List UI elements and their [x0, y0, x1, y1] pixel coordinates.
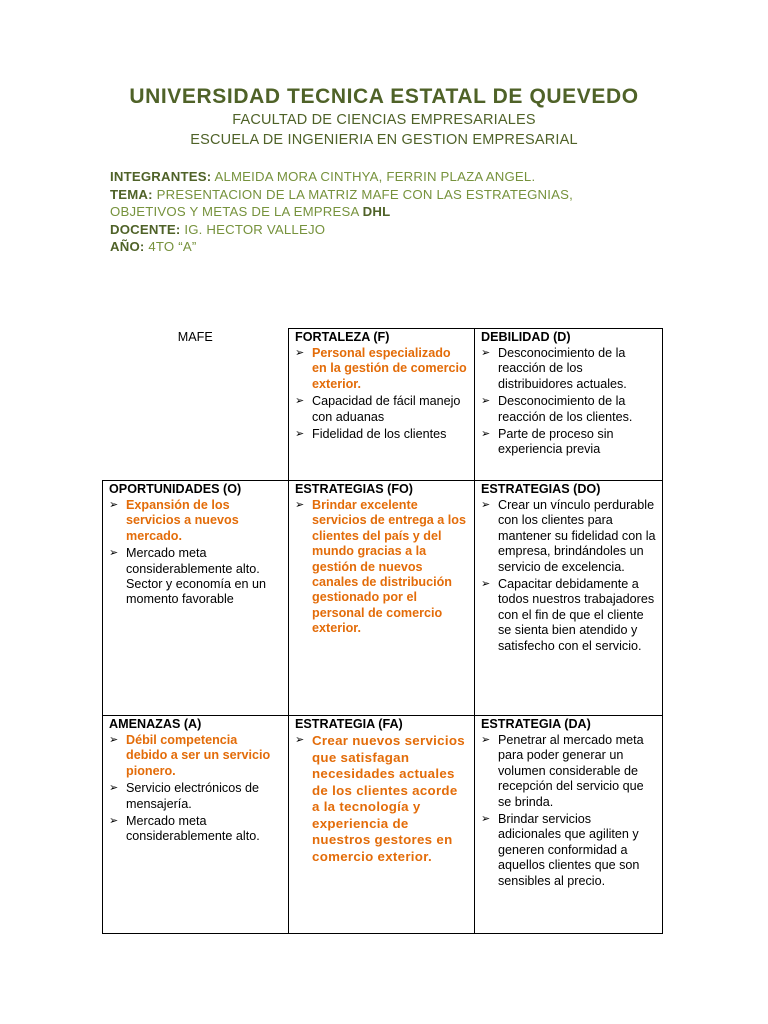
- list-item: [481, 577, 656, 654]
- list-item: [109, 814, 282, 845]
- list-item: [295, 498, 468, 637]
- cell-title: FORTALEZA (F): [295, 330, 390, 344]
- document-info: [110, 168, 630, 256]
- list-item-text: Brindar servicios adicionales que agiliten y generen conformidad a aquellos clientes que son sensibles al precio.: [498, 812, 640, 888]
- bullet-arrow-icon: ➢: [481, 428, 491, 441]
- list-item: [481, 733, 656, 810]
- bullet-arrow-icon: ➢: [481, 499, 491, 511]
- bullet-arrow-icon: ➢: [295, 428, 305, 441]
- bullet-arrow-icon: ➢: [295, 734, 305, 746]
- list-item-text: Mercado meta considerablemente alto.: [126, 546, 260, 576]
- cell-estrategia-fa: [289, 716, 475, 934]
- cell-estrategias-fo: [289, 481, 475, 716]
- cell-title: DEBILIDAD (D): [481, 330, 571, 344]
- list-item-text: Expansión de los servicios a nuevos mercado.: [126, 498, 239, 543]
- cell-amenazas: [103, 716, 289, 934]
- anio-value: 4TO “A”: [144, 239, 197, 254]
- list-item-text: Personal especializado en la gestión de comercio exterior.: [312, 346, 467, 391]
- list-item: [481, 346, 656, 392]
- cell-estrategias-do: [475, 481, 663, 716]
- list-item-text: Capacitar debidamente a todos nuestros trabajadores con el fin de que el cliente se sienta bien atendido y satisfecho con el servicio.: [498, 577, 655, 653]
- list-item: [295, 346, 468, 392]
- docente-value: IG. HECTOR VALLEJO: [180, 221, 326, 237]
- bullet-arrow-icon: ➢: [481, 813, 491, 826]
- list-item: [481, 498, 656, 575]
- list-item: [481, 394, 656, 425]
- university-title: UNIVERSIDAD TECNICA ESTATAL DE QUEVEDO: [129, 85, 639, 108]
- cell-title: ESTRATEGIA (FA): [295, 717, 403, 731]
- cell-title: ESTRATEGIA (DA): [481, 717, 591, 731]
- list-item: [481, 427, 656, 458]
- bullet-arrow-icon: ➢: [295, 499, 305, 511]
- mafe-corner-label: MAFE: [103, 329, 289, 481]
- docente-label: DOCENTE:: [110, 221, 181, 237]
- cell-title: ESTRATEGIAS (FO): [295, 482, 414, 496]
- cell-debilidad: [475, 329, 663, 481]
- tema-value: PRESENTACION DE LA MATRIZ MAFE CON LAS ESTRATEGNIAS, OBJETIVOS Y METAS DE LA EMPRESA: [110, 186, 573, 219]
- bullet-arrow-icon: ➢: [109, 734, 119, 746]
- bullet-arrow-icon: ➢: [109, 499, 119, 511]
- list-item-text: Penetrar al mercado meta para poder generar un volumen considerable de recepción del servicio que se brinda.: [498, 733, 644, 809]
- list-item-text: Desconocimiento de la reacción de los clientes.: [498, 394, 633, 424]
- item-list: [109, 733, 282, 845]
- bullet-arrow-icon: ➢: [295, 395, 305, 408]
- bullet-arrow-icon: ➢: [109, 547, 119, 560]
- list-item: [295, 733, 468, 865]
- item-list: [295, 346, 468, 442]
- docente-line: [110, 221, 630, 239]
- list-item: [109, 546, 282, 608]
- tema-label: TEMA:: [110, 186, 153, 202]
- school-name: ESCUELA DE INGENIERIA EN GESTION EMPRESARIAL: [190, 132, 578, 148]
- list-item-text: Débil competencia debido a ser un servicio pionero.: [126, 733, 271, 778]
- item-list: [481, 733, 656, 889]
- anio-label: AÑO:: [110, 239, 145, 254]
- list-item-text: Capacidad de fácil manejo con aduanas: [312, 394, 461, 424]
- bullet-arrow-icon: ➢: [481, 734, 491, 746]
- cell-title: OPORTUNIDADES (O): [109, 482, 242, 496]
- cell-fortaleza: [289, 329, 475, 481]
- integrantes-line: [110, 168, 630, 186]
- item-list: [481, 498, 656, 654]
- cell-title: AMENAZAS (A): [109, 717, 202, 731]
- bullet-arrow-icon: ➢: [481, 578, 491, 591]
- cell-estrategia-da: [475, 716, 663, 934]
- tema-company: DHL: [362, 204, 391, 219]
- integrantes-value: ALMEIDA MORA CINTHYA, FERRIN PLAZA ANGEL.: [211, 169, 536, 184]
- cell-title: ESTRATEGIAS (DO): [481, 482, 601, 496]
- item-list: [109, 498, 282, 608]
- list-item: [109, 781, 282, 812]
- list-item-text: Crear un vínculo perdurable con los clientes para mantener su fidelidad con la empresa, brindándoles un servicio de excelencia.: [498, 498, 656, 574]
- mafe-matrix: [102, 328, 663, 934]
- faculty-name: FACULTAD DE CIENCIAS EMPRESARIALES: [232, 112, 536, 128]
- list-item-text: Servicio electrónicos de mensajería.: [126, 781, 259, 811]
- list-item: [109, 733, 282, 779]
- list-item-text: Brindar excelente servicios de entrega a los clientes del país y del mundo gracias a la gestión de nuevos canales de distribución gestionado por el personal de comercio exterior.: [312, 498, 466, 636]
- cell-oportunidades: [103, 481, 289, 716]
- item-list: [295, 733, 468, 865]
- bullet-arrow-icon: ➢: [109, 782, 119, 795]
- list-item-continuation: Sector y economía en un momento favorable: [126, 577, 267, 607]
- document-header: [0, 84, 768, 150]
- bullet-arrow-icon: ➢: [481, 347, 491, 359]
- list-item-text: Fidelidad de los clientes: [312, 427, 447, 442]
- bullet-arrow-icon: ➢: [295, 347, 305, 359]
- list-item: [295, 394, 468, 425]
- list-item-text: Mercado meta considerablemente alto.: [126, 814, 260, 844]
- bullet-arrow-icon: ➢: [109, 815, 119, 828]
- list-item: [109, 498, 282, 544]
- list-item: [481, 812, 656, 889]
- item-list: [295, 498, 468, 637]
- anio-line: [110, 238, 630, 256]
- list-item-text: Crear nuevos servicios que satisfagan necesidades actuales de los clientes acorde a la tecnología y experiencia de nuestros gestores en comercio exterior.: [312, 733, 465, 864]
- integrantes-label: INTEGRANTES:: [110, 169, 212, 184]
- tema-line: [110, 186, 630, 221]
- list-item-text: Parte de proceso sin experiencia previa: [498, 427, 614, 457]
- item-list: [481, 346, 656, 458]
- list-item-text: Desconocimiento de la reacción de los distribuidores actuales.: [498, 346, 627, 391]
- list-item: [295, 427, 468, 442]
- bullet-arrow-icon: ➢: [481, 395, 491, 408]
